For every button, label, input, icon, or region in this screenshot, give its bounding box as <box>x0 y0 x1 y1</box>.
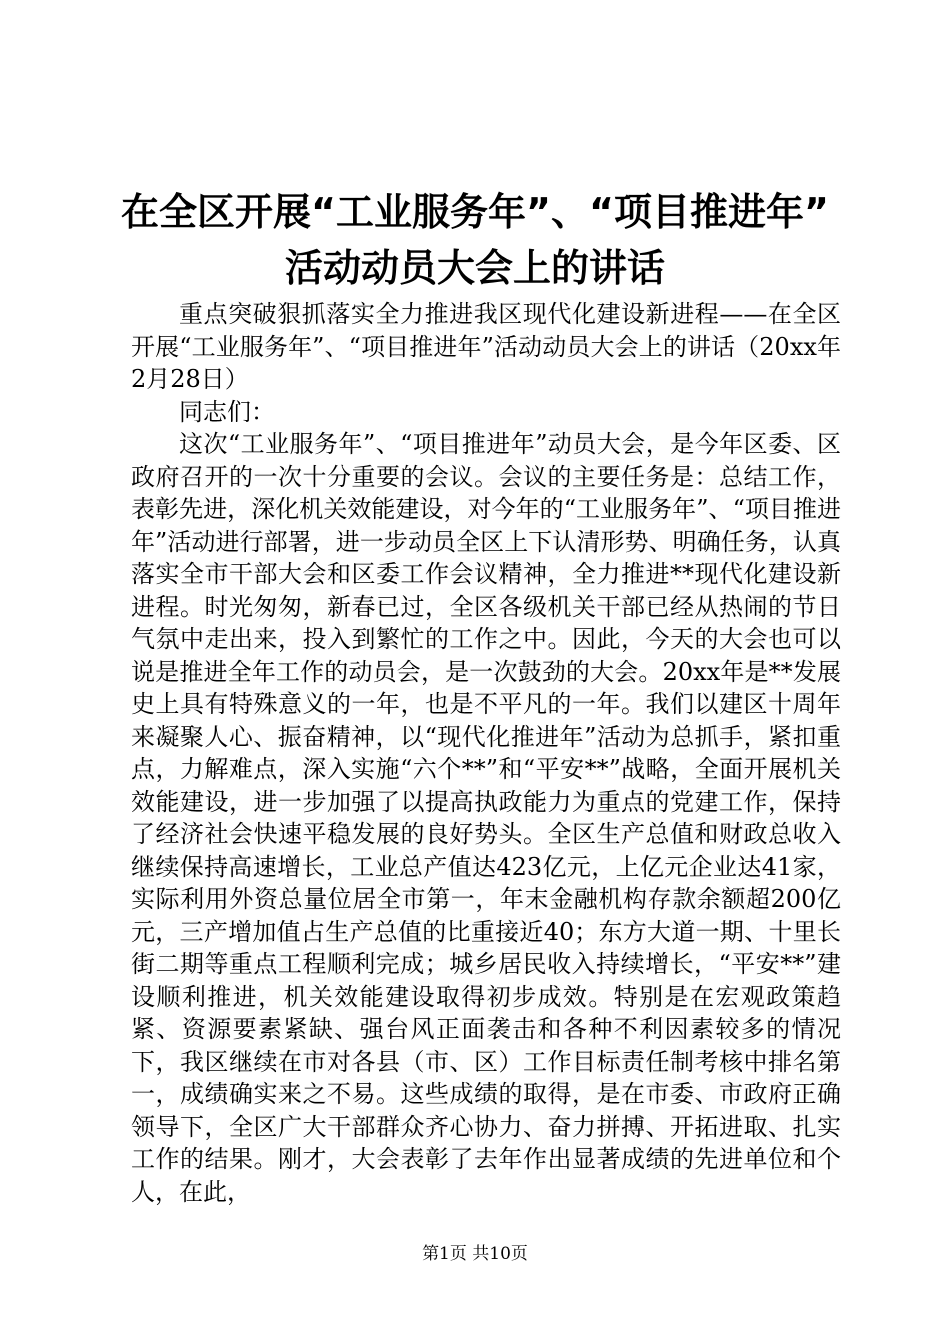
body-paragraph: 这次“工业服务年”、“项目推进年”动员大会，是今年区委、区政府召开的一次十分重要的会议。会议的主要任务是：总结工作，表彰先进，深化机关效能建设，对今年的“工业服务年”、“项目推进年”活动进行部署，进一步动员全区上下认清形势、明确任务，认真落实全市干部大会和区委工作会议精神，全力推进**现代化建设新进程。时光匆匆，新春已过，全区各级机关干部已经从热闹的节日气氛中走出来，投入到繁忙的工作之中。因此，今天的大会也可以说是推进全年工作的动员会，是一次鼓劲的大会。20xx年是**发展史上具有特殊意义的一年，也是不平凡的一年。我们以建区十周年来凝聚人心、振奋精神，以“现代化推进年”活动为总抓手，紧扣重点，力解难点，深入实施“六个**”和“平安**”战略，全面开展机关效能建设，进一步加强了以提高执政能力为重点的党建工作，保持了经济社会快速平稳发展的良好势头。全区生产总值和财政总收入继续保持高速增长，工业总产值达423亿元，上亿元企业达41家，实际利用外资总量位居全市第一，年末金融机构存款余额超200亿元，三产增加值占生产总值的比重接近40；东方大道一期、十里长街二期等重点工程顺利完成；城乡居民收入持续增长，“平安**”建设顺利推进，机关效能建设取得初步成效。特别是在宏观政策趋紧、资源要素紧缺、强台风正面袭击和各种不利因素较多的情况下，我区继续在市对各县（市、区）工作目标责任制考核中排名第一，成绩确实来之不易。这些成绩的取得，是在市委、市政府正确领导下，全区广大干部群众齐心协力、奋力拼搏、开拓进取、扎实工作的结果。刚才，大会表彰了去年作出显著成绩的先进单位和个人，在此， <box>131 430 841 1206</box>
document-title-line1: 在全区开展“工业服务年”、“项目推进年” <box>121 190 829 234</box>
salutation-paragraph: 同志们： <box>179 397 275 426</box>
subtitle-paragraph: 重点突破狠抓落实全力推进我区现代化建设新进程——在全区开展“工业服务年”、“项目推进年”活动动员大会上的讲话（20xx年2月28日） <box>131 300 841 393</box>
document-title-line2: 活动动员大会上的讲话 <box>284 246 665 290</box>
page-number-footer: 第1页 共10页 <box>422 1244 528 1264</box>
document-body <box>131 298 841 1208</box>
